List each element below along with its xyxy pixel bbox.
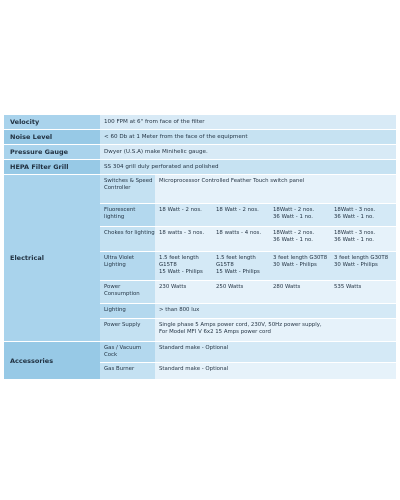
accessories-subtable	[100, 342, 396, 379]
spec-row-hepa-filter-grill	[4, 160, 396, 174]
model-2-value: 1.5 feet length G15T8 15 Watt - Philips	[212, 252, 269, 280]
model-1-value: 18 Watt - 2 nos.	[155, 204, 212, 226]
spec-row-accessories	[4, 342, 396, 379]
spec-row-noise-level	[4, 130, 396, 144]
spec-row-velocity	[4, 115, 396, 129]
spec-row-pressure-gauge	[4, 145, 396, 159]
row-category: Noise Level	[4, 130, 100, 144]
electrical-subtable	[100, 175, 396, 341]
row-value: 100 FPM at 6" from face of the filter	[100, 115, 396, 129]
subrow-label: Power Consumption	[100, 281, 155, 303]
subrow-label: Ultra Violet Lighting	[100, 252, 155, 280]
subrow-switches	[100, 175, 396, 203]
row-value: SS 304 grill duly perforated and polished	[100, 160, 396, 174]
subrow-label: Fluorescent lighting	[100, 204, 155, 226]
model-3-value: 18Watt - 2 nos. 36 Watt - 1 no.	[269, 204, 330, 226]
row-value: < 60 Db at 1 Meter from the face of the equipment	[100, 130, 396, 144]
model-2-value: 250 Watts	[212, 281, 269, 303]
specification-table	[4, 115, 396, 379]
subrow-value: Standard make - Optional	[155, 363, 396, 379]
subrow-value: > than 800 lux	[155, 304, 396, 318]
model-2-value: 18 watts - 4 nos.	[212, 227, 269, 251]
subrow-fluorescent-lighting	[100, 204, 396, 226]
subrow-label: Lighting	[100, 304, 155, 318]
model-1-value: 18 watts - 3 nos.	[155, 227, 212, 251]
subrow-label: Gas Burner	[100, 363, 155, 379]
subrow-lighting	[100, 304, 396, 318]
model-3-value: 3 feet length G30T8 30 Watt - Philips	[269, 252, 330, 280]
subrow-value: Microprocessor Controlled Feather Touch switch panel	[155, 175, 396, 203]
subrow-gas-burner	[100, 363, 396, 379]
row-category: Pressure Gauge	[4, 145, 100, 159]
row-category: Accessories	[4, 342, 100, 379]
model-1-value: 1.5 feet length G15T8 15 Watt - Philips	[155, 252, 212, 280]
spec-row-electrical	[4, 175, 396, 341]
subrow-ultra-violet-lighting	[100, 252, 396, 280]
subrow-chokes-for-lighting	[100, 227, 396, 251]
subrow-label: Switches & Speed Controller	[100, 175, 155, 203]
row-category: Velocity	[4, 115, 100, 129]
subrow-power-supply	[100, 319, 396, 341]
model-4-value: 18Watt - 3 nos. 36 Watt - 1 no.	[330, 204, 396, 226]
subrow-value: Single phase 5 Amps power cord, 230V, 50Hz power supply, For Model MFI V 6x2 15 Amps power cord	[155, 319, 396, 341]
subrow-gas-vacuum-cock	[100, 342, 396, 362]
model-1-value: 230 Watts	[155, 281, 212, 303]
subrow-label: Chokes for lighting	[100, 227, 155, 251]
row-value: Dwyer (U.S.A) make Minihelic gauge.	[100, 145, 396, 159]
row-category: Electrical	[4, 175, 100, 341]
subrow-label: Gas / Vacuum Cock	[100, 342, 155, 362]
model-4-value: 3 feet length G30T8 30 Watt - Philips	[330, 252, 396, 280]
model-2-value: 18 Watt - 2 nos.	[212, 204, 269, 226]
row-category: HEPA Filter Grill	[4, 160, 100, 174]
model-3-value: 280 Watts	[269, 281, 330, 303]
subrow-power-consumption	[100, 281, 396, 303]
model-4-value: 18Watt - 3 nos. 36 Watt - 1 no.	[330, 227, 396, 251]
subrow-value: Standard make - Optional	[155, 342, 396, 362]
subrow-label: Power Supply	[100, 319, 155, 341]
model-4-value: 535 Watts	[330, 281, 396, 303]
model-3-value: 18Watt - 2 nos. 36 Watt - 1 no.	[269, 227, 330, 251]
